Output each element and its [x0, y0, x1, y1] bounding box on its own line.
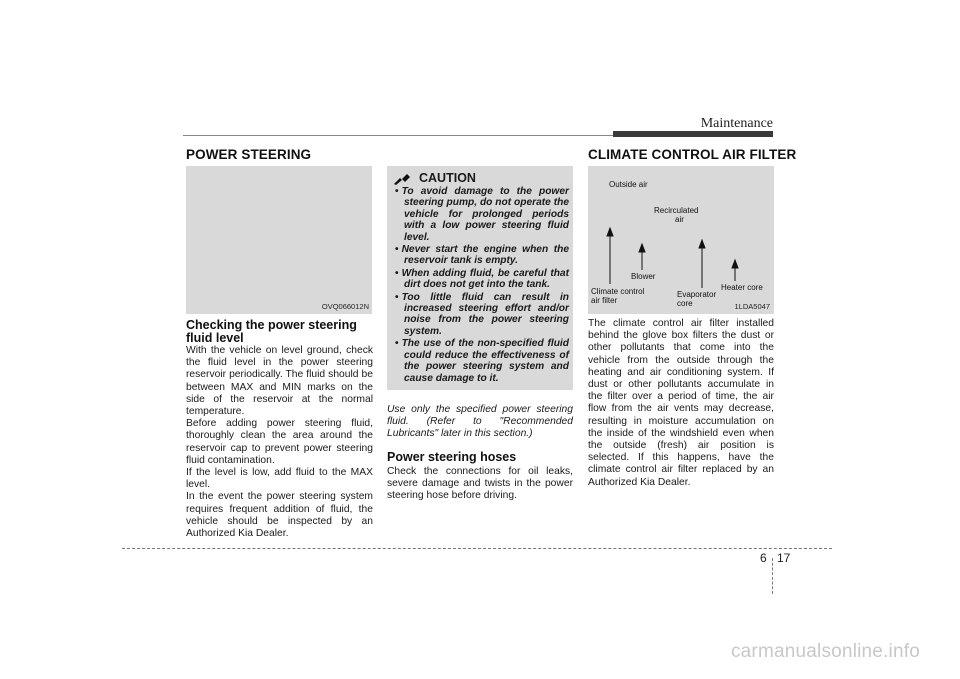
label-climate-filter-2: air filter	[591, 296, 618, 305]
air-filter-body: The climate control air filter installed behind the glove box filters the dust or other pollutants that come into the vehicle from the outside through the heating and air conditioning system. If dust or other pollutants accumulate in the filter over a period of time, the air flow from the air vents may decrease, resulting in moisture accumulation on the inside of the windshield even when the outside (fresh) air position is selected. If this happens, have the climate control air filter replaced by an Authorized Kia Dealer.	[588, 318, 774, 488]
watermark: carmanualsonline.info	[730, 641, 920, 662]
label-recirculated-1: Recirculated	[654, 206, 699, 215]
caution-item: • Never start the engine when the reservoir tank is empty.	[393, 244, 569, 267]
paragraph: With the vehicle on level ground, check the fluid level in the power steering reservoir periodically. The fluid should be between MAX and MIN marks on the side of the reservoir at the normal temperature.	[186, 345, 373, 418]
footer-divider	[772, 558, 773, 594]
caution-item: • The use of the non-specified fluid could reduce the effectiveness of the power steering system and cause damage to it.	[393, 338, 569, 384]
paragraph: In the event the power steering system requires frequent addition of fluid, the vehicle should be inspected by an Authorized Kia Dealer.	[186, 491, 373, 540]
label-heater-core: Heater core	[721, 283, 763, 292]
power-steering-figure	[186, 166, 372, 314]
hoses-body: Check the connections for oil leaks, severe damage and twists in the power steering hose before driving.	[387, 466, 573, 502]
check-fluid-subhead: Checking the power steering fluid level	[186, 318, 357, 345]
figure-code: 1LDA5047	[734, 302, 770, 311]
air-filter-title: CLIMATE CONTROL AIR FILTER	[588, 147, 797, 162]
caution-item: • To avoid damage to the power steering pump, do not operate the vehicle for prolonged periods with a low power steering fluid level.	[393, 186, 569, 243]
paragraph: If the level is low, add fluid to the MAX level.	[186, 467, 373, 491]
caution-item: • Too little fluid can result in increased steering effort and/or noise from the power steering system.	[393, 292, 569, 338]
air-filter-figure	[588, 166, 774, 314]
power-steering-title: POWER STEERING	[186, 147, 312, 162]
check-fluid-body	[186, 345, 373, 540]
label-evaporator-2: core	[677, 299, 693, 308]
arrowhead-climate-filter	[607, 228, 613, 236]
page-number: 17	[777, 551, 791, 565]
chapter-number: 6	[760, 551, 767, 565]
label-evaporator-1: Evaporator	[677, 290, 717, 299]
caution-list	[393, 186, 569, 385]
header-rule	[183, 135, 613, 136]
header-bar	[613, 131, 773, 137]
figure-code: OVQ066012N	[321, 302, 369, 311]
arrowhead-blower	[639, 244, 645, 252]
label-recirculated-2: air	[675, 215, 684, 224]
arrowhead-evaporator	[699, 240, 705, 248]
label-blower: Blower	[631, 272, 656, 281]
label-climate-filter-1: Climate control	[591, 287, 645, 296]
caution-box	[387, 166, 573, 390]
label-outside-air: Outside air	[609, 180, 648, 189]
hoses-subhead: Power steering hoses	[387, 450, 517, 464]
section-header: Maintenance	[700, 116, 773, 131]
caution-item: • When adding fluid, be careful that dirt does not get into the tank.	[393, 268, 569, 291]
caution-title: CAUTION	[419, 171, 476, 185]
callout-arrows	[588, 166, 774, 314]
footer-rule	[122, 548, 832, 549]
arrowhead-heater-core	[732, 260, 738, 268]
paragraph: Before adding power steering fluid, thoroughly clean the area around the reservoir cap to prevent power steering fluid contamination.	[186, 418, 373, 466]
fluid-note: Use only the specified power steering fluid. (Refer to "Recommended Lubricants" later in this section.)	[387, 404, 573, 440]
